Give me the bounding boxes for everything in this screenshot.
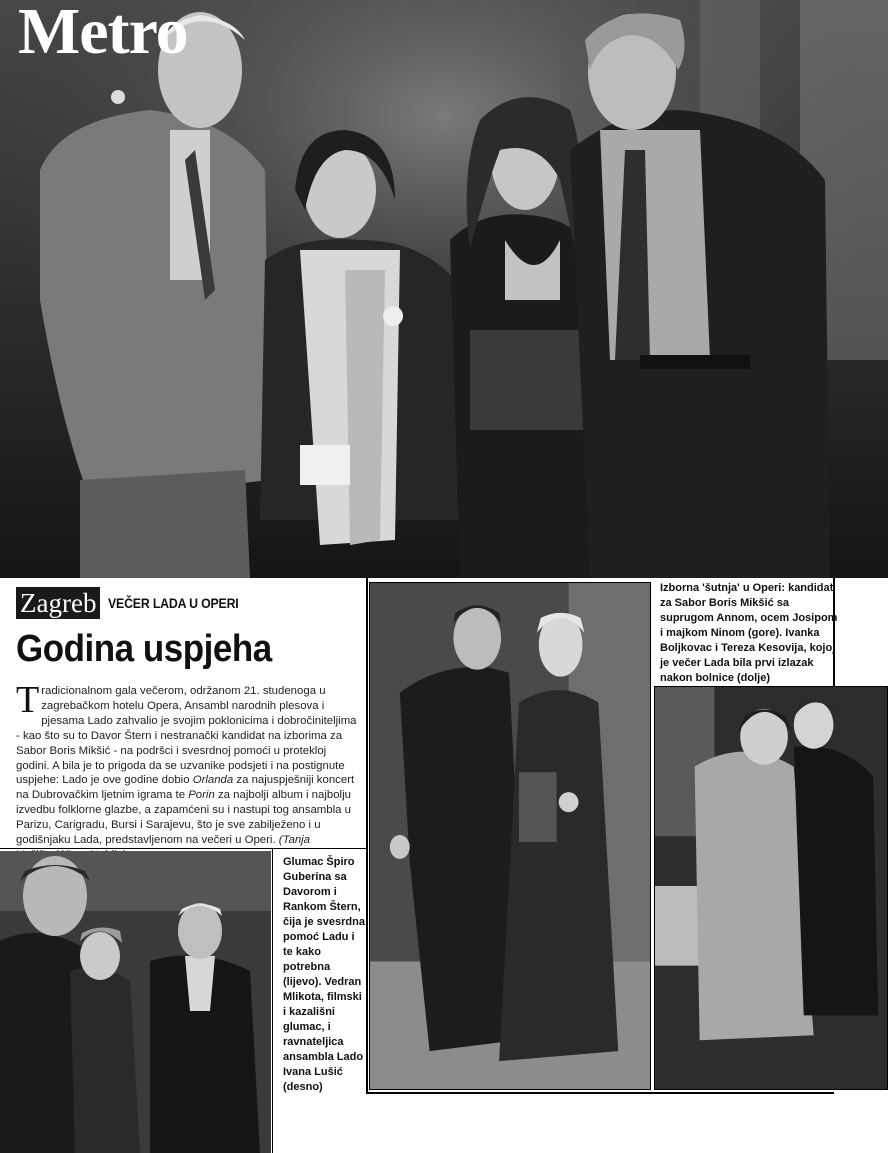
- photo-two-women: [654, 686, 888, 1090]
- body-italic: Orlanda: [192, 774, 234, 787]
- body-text: za najuspješniji koncert na Dubrovačkim ljetnim igrama te: [16, 774, 355, 802]
- body-italic: Porin: [188, 789, 215, 802]
- frame-line: [366, 1092, 834, 1094]
- kicker-row: [16, 586, 362, 620]
- photo-credit: (Tanja: [278, 834, 311, 847]
- dropcap: T: [16, 679, 40, 721]
- frame-line: [272, 848, 273, 1153]
- city-label: Zagreb: [16, 587, 100, 619]
- photo-group-art: [0, 851, 271, 1153]
- body-text: radicionalnom gala večerom, održanom 21. studenoga u zagrebačkom hotelu Opera, Ansambl narodnih plesova i pjesama Lado zahvalio je svojim poklonicima i dobročiniteljima - kao što su to Davor Štern i nestranački kandidat na izborima za Sabor Boris Mikšić - na podršci i svesrdnoj pomoći u proteklој godini. A bila je to prigoda da se uzvanike podsjeti i na postignute uspjehe: Lado je ove godine dobio: [16, 685, 357, 787]
- headline: Godina uspjeha: [16, 628, 272, 670]
- photo-two-women-art: [655, 687, 887, 1089]
- photo-couple: [369, 582, 651, 1090]
- photo-caption-top: Izborna 'šutnja' u Operi: kandidat za Sabor Boris Mikšić sa suprugom Annom, ocem Josipom i majkom Ninom (gore). Ivanka Boljkovac i Tereza Kesovija, kojoj je večer Lada bila prvi izlazak nakon bolnice (dolje): [660, 582, 838, 684]
- photo-caption-middle: Glumac Špiro Guberina sa Davorom i Rankom Štern, čija je svesrdna pomoć Ladu i te kako potrebna (lijevo). Vedran Mlikota, filmski i kazališni glumac, i ravnateljica ansambla Lado Ivana Lušić (desno): [283, 856, 365, 1093]
- article: [16, 586, 362, 863]
- photo-couple-art: [370, 583, 650, 1089]
- body-text: za najbolji album i najbolju izvedbu folklorne glazbe, a zapamćeni su i nastupi tog ansambla u Parizu, Carigradu, Bursi i Sarajevu, što je sve zabilježeno i u godišnjaku Lada, predstavljenom na večeri u Operi.: [16, 789, 351, 847]
- photo-group: [0, 851, 271, 1153]
- masthead-logo: Metro: [18, 0, 188, 68]
- section-label: VEČER LADA U OPERI: [108, 595, 239, 611]
- article-body: [16, 679, 362, 863]
